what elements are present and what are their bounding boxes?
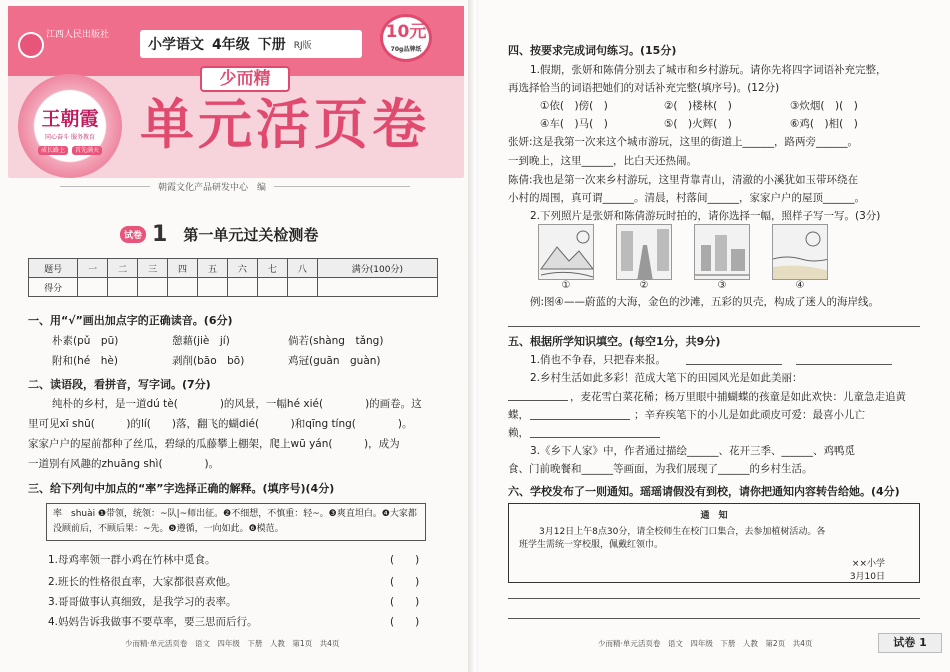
score-input[interactable] xyxy=(257,278,287,297)
photo-row xyxy=(538,224,828,291)
table-row xyxy=(29,259,438,278)
score-input[interactable] xyxy=(108,278,138,297)
dialogue-line: 小村的周围，真可谓______。清晨，村落间______，家家户户的屋顶______。 xyxy=(508,192,865,204)
dialogue-line: 张妍:这是我第一次来这个城市游玩，这里的街道上______，路两旁______。 xyxy=(508,136,859,148)
question-text: 憩藉(jiè jí) xyxy=(172,335,230,347)
word-item: ⑤( )火辉( ) xyxy=(664,118,732,130)
test-title xyxy=(120,222,318,247)
question-text: 再选择恰当的词语把她们的对话补充完整(填序号)。(12分) xyxy=(508,82,780,94)
section-title: 二、读语段，看拼音，写字词。(7分) xyxy=(28,378,211,391)
price-badge xyxy=(380,14,432,62)
definition-box: 率 shuài ❶带领，统领：~队|~师出征。❷不细想，不慎重：轻~。❸爽直坦白。❹大家都没顾前后，不顾后果：~先。❺遵循，一向如此。❻模范。 xyxy=(46,503,426,541)
question-text: 赖， xyxy=(508,427,529,439)
question-text: 2.班长的性格很直率，大家都很喜欢他。 xyxy=(48,576,237,588)
answer-blank[interactable] xyxy=(530,437,660,438)
question-text: 倘若(shàng tǎng) xyxy=(288,335,384,347)
grade: 4年级 xyxy=(212,37,250,53)
answer-blank[interactable]: ( ) xyxy=(390,576,420,588)
question-text: 4.妈妈告诉我做事不要草率，要三思而后行。 xyxy=(48,616,258,628)
section-title: 一、用“√”画出加点字的正确读音。(6分) xyxy=(28,314,233,327)
notice-box xyxy=(508,503,920,583)
score-input[interactable] xyxy=(78,278,108,297)
page-footer: 少而精·单元活页卷 语文 四年级 下册 人教 第2页 共4页 xyxy=(598,639,813,648)
question-text: 食、门前晚餐和______等画面，为我们展现了______的乡村生活。 xyxy=(508,463,813,475)
table-cell: 四 xyxy=(168,259,198,278)
photo-mountain-icon xyxy=(538,224,594,280)
table-cell: 题号 xyxy=(29,259,78,278)
word-item: ⑥鸡( )相( ) xyxy=(790,118,858,130)
word-item: ②( )楼林( ) xyxy=(664,100,732,112)
table-cell: 一 xyxy=(78,259,108,278)
brand-tag: 成长路上 xyxy=(38,146,68,155)
score-input[interactable] xyxy=(198,278,228,297)
photo-label: ② xyxy=(639,280,649,291)
question-text: 剥削(bāo bō) xyxy=(172,355,245,367)
score-input[interactable] xyxy=(138,278,168,297)
photo-option[interactable] xyxy=(694,224,750,291)
editor-credit: 朝霞文化产品研发中心 编 xyxy=(150,180,274,193)
score-input[interactable] xyxy=(168,278,198,297)
dialogue-line: 一到晚上，这里______，比白天还热闹。 xyxy=(508,155,697,167)
passage-line: 家家户户的屋前都种了丝瓜，碧绿的瓜藤攀上棚架，爬上wū yán( )，成为 xyxy=(28,438,400,450)
publisher-logo-icon xyxy=(18,32,44,58)
question-text: ，麦花雪白菜花稀；杨万里眼中捕蝴蝶的孩童是如此欢快：儿童急走追黄 xyxy=(570,391,906,403)
table-cell: 八 xyxy=(287,259,317,278)
photo-option[interactable] xyxy=(616,224,672,291)
notice-title: 通 知 xyxy=(700,511,728,521)
brand-slogan-text: 同心奋斗 服务教育 xyxy=(45,134,95,141)
table-cell: 七 xyxy=(257,259,287,278)
question-text: 2.乡村生活如此多彩！范成大笔下的田园风光是如此美丽： xyxy=(530,372,803,384)
question-text: 3.哥哥做事认真细致，是我学习的表率。 xyxy=(48,596,237,608)
brand-slogan xyxy=(30,132,110,154)
word-item: ③炊烟( )( ) xyxy=(790,100,858,112)
price: 10元 xyxy=(385,22,427,42)
table-cell: 二 xyxy=(108,259,138,278)
photo-city-icon xyxy=(694,224,750,280)
table-cell: 满分(100分) xyxy=(317,259,437,278)
passage-line: 一道别有风趣的zhuāng shì( )。 xyxy=(28,458,220,470)
photo-beach-icon xyxy=(772,224,828,280)
question-text: ；辛弃疾笔下的小儿是如此顽皮可爱：最喜小儿亡 xyxy=(634,409,865,421)
publisher-name: 江西人民出版社 xyxy=(46,30,110,40)
notice-body: 班学生需统一穿校服，佩戴红领巾。 xyxy=(519,540,664,550)
photo-label: ④ xyxy=(795,280,805,291)
example-text: 例:图④——蔚蓝的大海，金色的沙滩，五彩的贝壳，构成了迷人的海岸线。 xyxy=(530,296,879,308)
passage-line: 里可见xī shū( )的lí( )落，翻飞的蝴dié( )和qīng tíng( )。 xyxy=(28,418,413,430)
photo-option[interactable] xyxy=(772,224,828,291)
answer-blank[interactable] xyxy=(796,364,892,365)
notice-body: 3月12日上午8点30分，请全校师生在校门口集合，去参加植树活动。各 xyxy=(539,527,826,537)
test-tag: 试卷 xyxy=(120,226,146,243)
table-cell: 三 xyxy=(138,259,168,278)
section-title: 五、根据所学知识填空。(每空1分，共9分) xyxy=(508,335,721,348)
section-title: 三、给下列句中加点的“率”字选择正确的解释。(填序号)(4分) xyxy=(28,482,335,495)
series-name: 少而精 xyxy=(200,66,290,92)
photo-label: ③ xyxy=(717,280,727,291)
dialogue-line: 陈倩:我也是第一次来乡村游玩，这里背靠青山，清澈的小溪犹如玉带环绕在 xyxy=(508,174,859,186)
brand-name: 王朝霞 xyxy=(41,108,99,130)
notice-sign: ××小学 xyxy=(851,559,885,569)
question-text: 朴素(pǔ pū) xyxy=(52,335,119,347)
table-cell: 得分 xyxy=(29,278,78,297)
passage-line: 纯朴的乡村，是一道dú tè( )的风景，一幅hé xié( )的画卷。这 xyxy=(52,398,422,410)
question-text: 鸡冠(guān guàn) xyxy=(288,355,381,367)
word-item: ①依( )傍( ) xyxy=(540,100,608,112)
subject-box xyxy=(140,30,362,58)
paper: 70g品牌纸 xyxy=(390,46,422,53)
question-text: 1.母鸡率领一群小鸡在竹林中觅食。 xyxy=(48,554,216,566)
score-table xyxy=(28,258,438,297)
section-title: 四、按要求完成词句练习。(15分) xyxy=(508,44,677,57)
edition: RJ版 xyxy=(293,40,312,51)
question-text: 3.《乡下人家》中，作者通过描绘______、花开三季、______、鸡鸭觅 xyxy=(530,445,856,457)
subject: 小学语文 xyxy=(148,37,204,53)
main-title: 单元活页卷 xyxy=(140,92,430,156)
answer-blank[interactable] xyxy=(530,419,630,420)
question-text: 2.下列照片是张妍和陈倩游玩时拍的，请你选择一幅，照样子写一写。(3分) xyxy=(530,210,881,222)
photo-label: ① xyxy=(561,280,571,291)
question-text: 1.俏也不争春，只把春来报。 xyxy=(530,354,667,366)
answer-blank[interactable]: ( ) xyxy=(390,616,420,628)
answer-blank[interactable] xyxy=(686,364,782,365)
test-name: 第一单元过关检测卷 xyxy=(183,226,319,244)
page-footer: 少而精·单元活页卷 语文 四年级 下册 人教 第1页 共4页 xyxy=(125,639,340,648)
question-text: 1.假期，张妍和陈倩分别去了城市和乡村游玩。请你先将四字词语补充完整， xyxy=(530,64,887,76)
page-tag: 试卷 1 xyxy=(878,633,942,653)
answer-blank[interactable] xyxy=(508,400,568,401)
volume: 下册 xyxy=(257,37,286,53)
question-text: 附和(hé hè) xyxy=(52,355,118,367)
brand-tag: 首先满天 xyxy=(72,146,102,155)
table-cell: 六 xyxy=(227,259,257,278)
photo-option[interactable] xyxy=(538,224,594,291)
answer-blank[interactable]: ( ) xyxy=(390,596,420,608)
question-text: 蝶， xyxy=(508,409,529,421)
notice-date: 3月10日 xyxy=(849,572,885,582)
answer-line[interactable] xyxy=(508,598,920,599)
word-item: ④车( )马( ) xyxy=(540,118,608,130)
answer-line[interactable] xyxy=(508,326,920,327)
score-input[interactable] xyxy=(227,278,257,297)
answer-line[interactable] xyxy=(508,618,920,619)
section-title: 六、学校发布了一则通知。瑶瑶请假没有到校，请你把通知内容转告给她。(4分) xyxy=(508,485,900,498)
test-number: 1 xyxy=(152,222,168,247)
score-input[interactable] xyxy=(287,278,317,297)
table-row xyxy=(29,278,438,297)
score-input[interactable] xyxy=(317,278,437,297)
table-cell: 五 xyxy=(198,259,228,278)
answer-blank[interactable]: ( ) xyxy=(390,554,420,566)
photo-street-icon xyxy=(616,224,672,280)
